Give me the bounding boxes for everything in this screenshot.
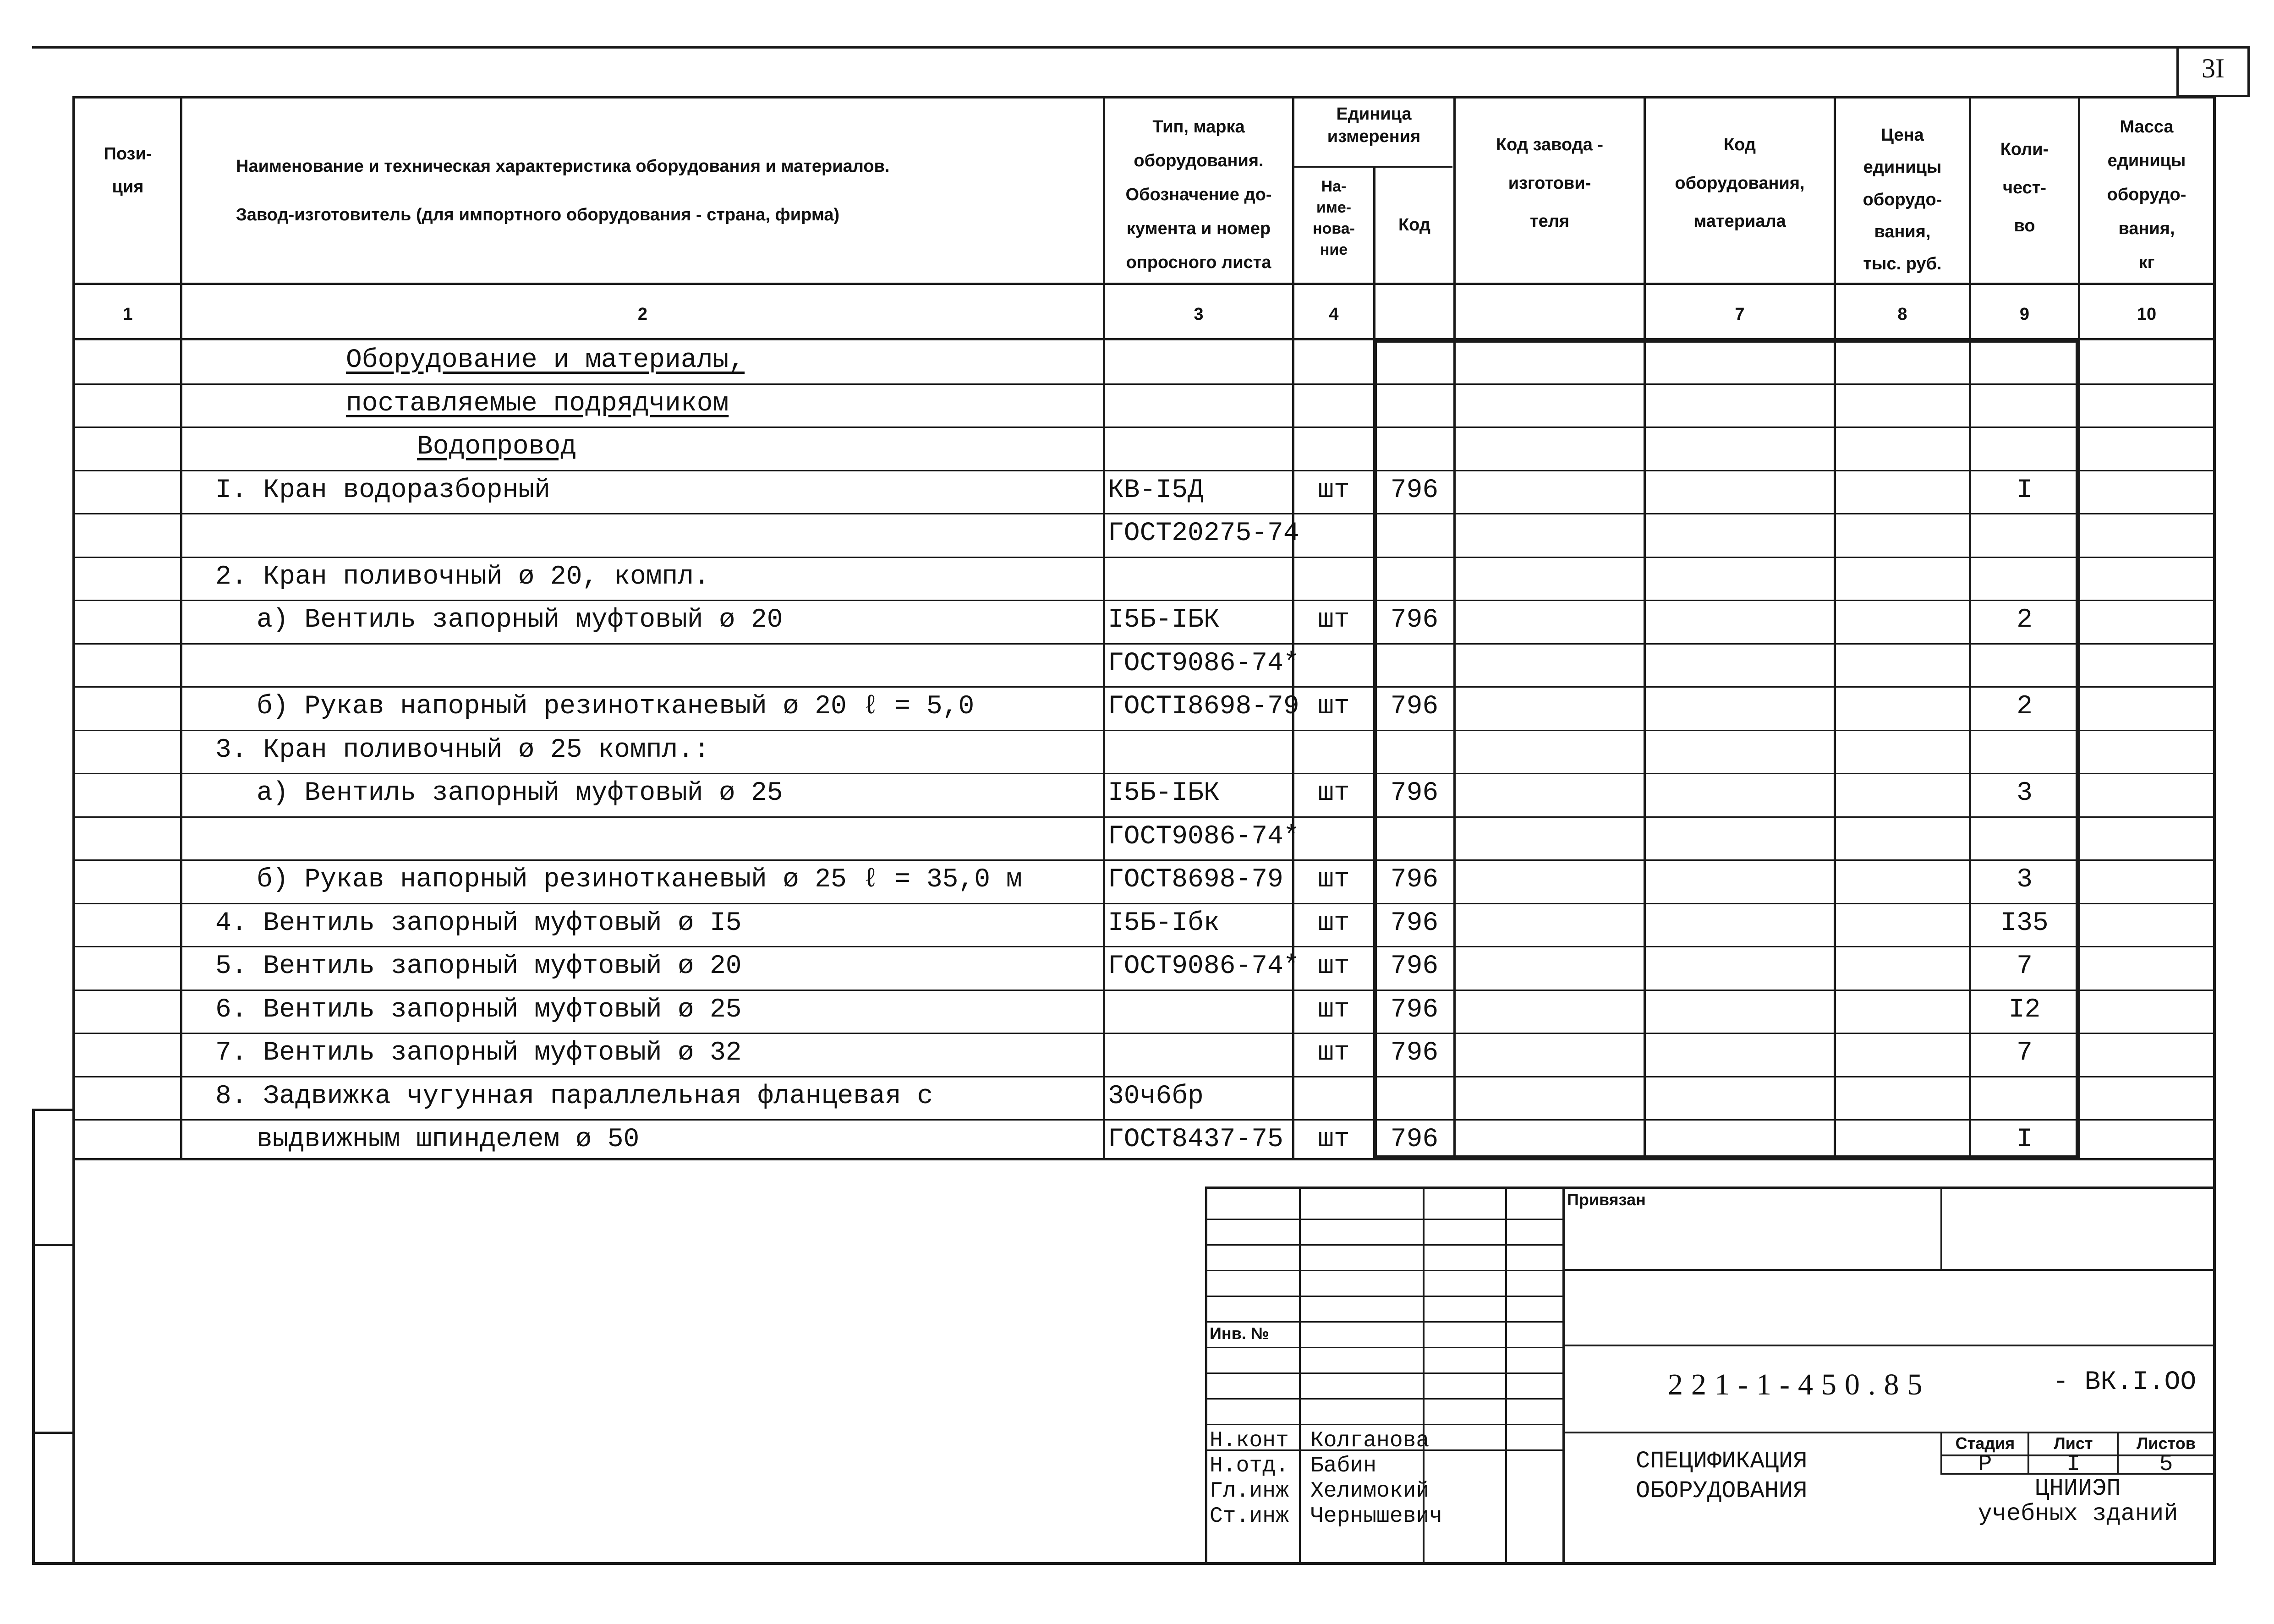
item-name: б) Рукав напорный резинотканевый ø 20 ℓ = 5,0: [257, 692, 975, 722]
item-name: а) Вентиль запорный муфтовый ø 20: [257, 605, 783, 635]
row-line: [72, 859, 2216, 861]
colnum-9: 9: [2019, 305, 2030, 324]
right-border-line: [2213, 96, 2216, 1565]
header-type: Тип, марка оборудования. Обозначение до- кумента и номер опросного листа: [1125, 117, 1272, 273]
row-line: [72, 643, 2216, 645]
item-type: ГОСТ9086-74*: [1108, 951, 1299, 981]
top-border-line: [32, 46, 2250, 49]
bold-block-line: [1373, 339, 1377, 1159]
item-name: 2. Кран поливочный ø 20, компл.: [215, 562, 710, 592]
item-unit: шт: [1318, 1038, 1350, 1068]
col-line: [1644, 96, 1646, 1159]
item-unit-code: 796: [1390, 476, 1439, 505]
item-quantity: 7: [2016, 1038, 2033, 1068]
item-name: 4. Вентиль запорный муфтовый ø I5: [215, 908, 742, 938]
row-line: [72, 513, 2216, 514]
signer-role: Гл.инж: [1210, 1479, 1289, 1504]
item-name: б) Рукав напорный резинотканевый ø 25 ℓ = 35,0 м: [257, 865, 1022, 895]
item-name: 3. Кран поливочный ø 25 компл.:: [215, 735, 710, 765]
item-unit-code: 796: [1390, 1038, 1439, 1068]
row-line: [72, 990, 2216, 991]
header-unit-group: Единица измерения: [1327, 104, 1421, 147]
signer-name: Хелимокий: [1310, 1479, 1430, 1504]
item-type: I5Б-IБК: [1108, 605, 1220, 635]
colnum-7: 7: [1735, 305, 1745, 324]
item-unit-code: 796: [1390, 995, 1439, 1025]
stamp-top-line: [1205, 1187, 2213, 1189]
item-unit-code: 796: [1390, 778, 1439, 808]
item-type: 30ч6бр: [1108, 1082, 1204, 1111]
bold-block-line: [1373, 1155, 2079, 1159]
item-quantity: I35: [2000, 908, 2049, 938]
sheet-value: I: [2066, 1451, 2080, 1477]
colnum-8: 8: [1897, 305, 1907, 324]
header-name: Наименование и техническая характеристика оборудования и материалов. Завод-изготовитель (для импортного оборудования - страна, фирма): [236, 157, 890, 225]
item-unit: шт: [1318, 951, 1350, 981]
inv-no-label: Инв. №: [1210, 1324, 1269, 1343]
header-quantity: Коли- чест- во: [2000, 140, 2049, 236]
item-name: I. Кран водоразборный: [215, 476, 550, 505]
row-line: [72, 773, 2216, 774]
left-margin-strip: [32, 1109, 35, 1565]
item-quantity: 2: [2016, 605, 2033, 635]
stamp-mid-line: [1562, 1187, 1565, 1562]
stage-value: Р: [1978, 1451, 1992, 1477]
item-type: ГОСТ9086-74*: [1108, 649, 1299, 678]
signer-role: Н.конт: [1210, 1428, 1289, 1453]
item-unit-code: 796: [1390, 692, 1439, 722]
item-name: поставляемые подрядчиком: [346, 389, 729, 419]
signer-role: Н.отд.: [1210, 1454, 1289, 1478]
item-unit: шт: [1318, 692, 1350, 722]
stage-label: Стадия: [1955, 1434, 2015, 1453]
item-quantity: 7: [2016, 951, 2033, 981]
item-name: 5. Вентиль запорный муфтовый ø 20: [215, 951, 742, 981]
sheet-number: 3I: [2202, 53, 2225, 83]
header-unit-code: Код: [1398, 215, 1431, 235]
col-line: [180, 96, 182, 1159]
item-type: ГОСТ8437-75: [1108, 1125, 1283, 1154]
header-unit-name: На- име- нова- ние: [1313, 178, 1355, 258]
header-price: Цена единицы оборудо- вания, тыс. руб.: [1863, 126, 1942, 274]
item-quantity: 2: [2016, 692, 2033, 722]
colnum-3: 3: [1194, 305, 1204, 324]
stamp-line: [1562, 1345, 2213, 1346]
stamp-row-line: [1205, 1296, 1562, 1297]
row-line: [72, 1119, 2216, 1121]
item-unit: шт: [1318, 908, 1350, 938]
signer-name: Бабин: [1310, 1454, 1377, 1478]
stamp-col-line: [1299, 1187, 1301, 1562]
signer-name: Колганова: [1310, 1428, 1430, 1453]
item-unit-code: 796: [1390, 1125, 1439, 1154]
stamp-line: [2117, 1432, 2119, 1473]
header-position: Пози- ция: [104, 144, 152, 197]
row-line: [72, 816, 2216, 818]
stamp-line: [1940, 1432, 1942, 1473]
stamp-line: [1562, 1432, 1943, 1433]
stamp-row-line: [1205, 1398, 1562, 1400]
item-type: I5Б-Iбк: [1108, 908, 1220, 938]
colnum-1: 1: [123, 305, 133, 324]
stamp-row-line: [1205, 1244, 1562, 1246]
org-line-2: учебных зданий: [1978, 1500, 2178, 1527]
header-equip-code: Код оборудования, материала: [1675, 135, 1805, 231]
item-unit: шт: [1318, 476, 1350, 505]
row-line: [72, 1076, 2216, 1077]
item-unit: шт: [1318, 865, 1350, 895]
stamp-left-line: [1205, 1187, 1207, 1562]
sheets-value: 5: [2159, 1451, 2173, 1477]
item-quantity: 3: [2016, 778, 2033, 808]
item-unit-code: 796: [1390, 605, 1439, 635]
bold-block-line: [2076, 339, 2079, 1159]
privyazan-label: Привязан: [1567, 1190, 1646, 1209]
item-unit: шт: [1318, 778, 1350, 808]
item-unit: шт: [1318, 1125, 1350, 1154]
stamp-row-line: [1205, 1270, 1562, 1271]
colnum-4: 4: [1329, 305, 1339, 324]
item-unit-code: 796: [1390, 865, 1439, 895]
stamp-line: [1940, 1432, 2213, 1433]
row-line: [72, 1033, 2216, 1034]
item-type: ГОСТI8698-79: [1108, 692, 1299, 722]
row-line: [72, 427, 2216, 428]
doc-title-1: СПЕЦИФИКАЦИЯ: [1636, 1448, 1808, 1475]
stamp-line: [2027, 1432, 2029, 1473]
item-quantity: I: [2016, 1125, 2033, 1154]
left-border-line: [72, 96, 75, 1565]
doc-code: 221-1-450.85: [1668, 1368, 1931, 1401]
row-line: [72, 470, 2216, 471]
stamp-row-line: [1205, 1424, 1562, 1425]
row-line: [72, 903, 2216, 904]
stamp-row-line: [1205, 1219, 1562, 1220]
sheet-box-line: [2247, 46, 2250, 96]
colnum-2: 2: [637, 305, 648, 324]
stamp-row-line: [1205, 1347, 1562, 1348]
row-line: [72, 557, 2216, 558]
item-name: 8. Задвижка чугунная параллельная фланцевая с: [215, 1082, 933, 1111]
item-type: ГОСТ8698-79: [1108, 865, 1283, 895]
row-line: [72, 383, 2216, 385]
item-quantity: 3: [2016, 865, 2033, 895]
sheet-label: Лист: [2054, 1434, 2093, 1453]
doc-suffix: - ВК.I.ОО: [2053, 1367, 2197, 1397]
item-unit: шт: [1318, 605, 1350, 635]
row-line: [72, 946, 2216, 947]
col-line: [1453, 96, 1456, 1159]
item-name: Водопровод: [417, 432, 577, 462]
margin-divider: [32, 1432, 74, 1434]
row-line: [72, 730, 2216, 731]
margin-divider: [32, 1109, 74, 1111]
org-line-1: ЦНИИЭП: [2035, 1475, 2121, 1502]
stamp-col-line: [1940, 1187, 1942, 1269]
signer-role: Ст.инж: [1210, 1504, 1289, 1529]
sheets-label: Листов: [2137, 1434, 2196, 1453]
item-unit-code: 796: [1390, 908, 1439, 938]
item-unit-code: 796: [1390, 951, 1439, 981]
stamp-col-line: [1505, 1187, 1507, 1562]
item-quantity: I: [2016, 476, 2033, 505]
table-top-line: [72, 96, 2216, 98]
row-line: [72, 686, 2216, 688]
item-unit: шт: [1318, 995, 1350, 1025]
item-name: Оборудование и материалы,: [346, 345, 745, 375]
row-line: [72, 600, 2216, 601]
stamp-row-line: [1205, 1321, 1562, 1323]
header-mass: Масса единицы оборудо- вания, кг: [2107, 117, 2186, 273]
item-quantity: I2: [2008, 995, 2041, 1025]
item-name: а) Вентиль запорный муфтовый ø 25: [257, 778, 783, 808]
signer-name: Чернышевич: [1310, 1504, 1443, 1529]
bottom-border-line: [32, 1562, 2213, 1565]
colnum-10: 10: [2137, 305, 2157, 324]
item-name: выдвижным шпинделем ø 50: [257, 1125, 640, 1154]
bold-block-line: [1373, 339, 2079, 343]
header-maker-code: Код завода - изготови- теля: [1496, 135, 1604, 231]
item-type: ГОСТ20275-74: [1108, 519, 1299, 548]
doc-title-2: ОБОРУДОВАНИЯ: [1636, 1477, 1808, 1504]
item-name: 7. Вентиль запорный муфтовый ø 32: [215, 1038, 742, 1068]
item-name: 6. Вентиль запорный муфтовый ø 25: [215, 995, 742, 1025]
item-type: КВ-I5Д: [1108, 476, 1204, 505]
item-type: I5Б-IБК: [1108, 778, 1220, 808]
header-bottom-line: [72, 283, 2216, 285]
item-type: ГОСТ9086-74*: [1108, 822, 1299, 852]
stamp-row-line: [1205, 1372, 1562, 1374]
margin-divider: [32, 1244, 74, 1246]
stamp-line: [1562, 1269, 2213, 1271]
